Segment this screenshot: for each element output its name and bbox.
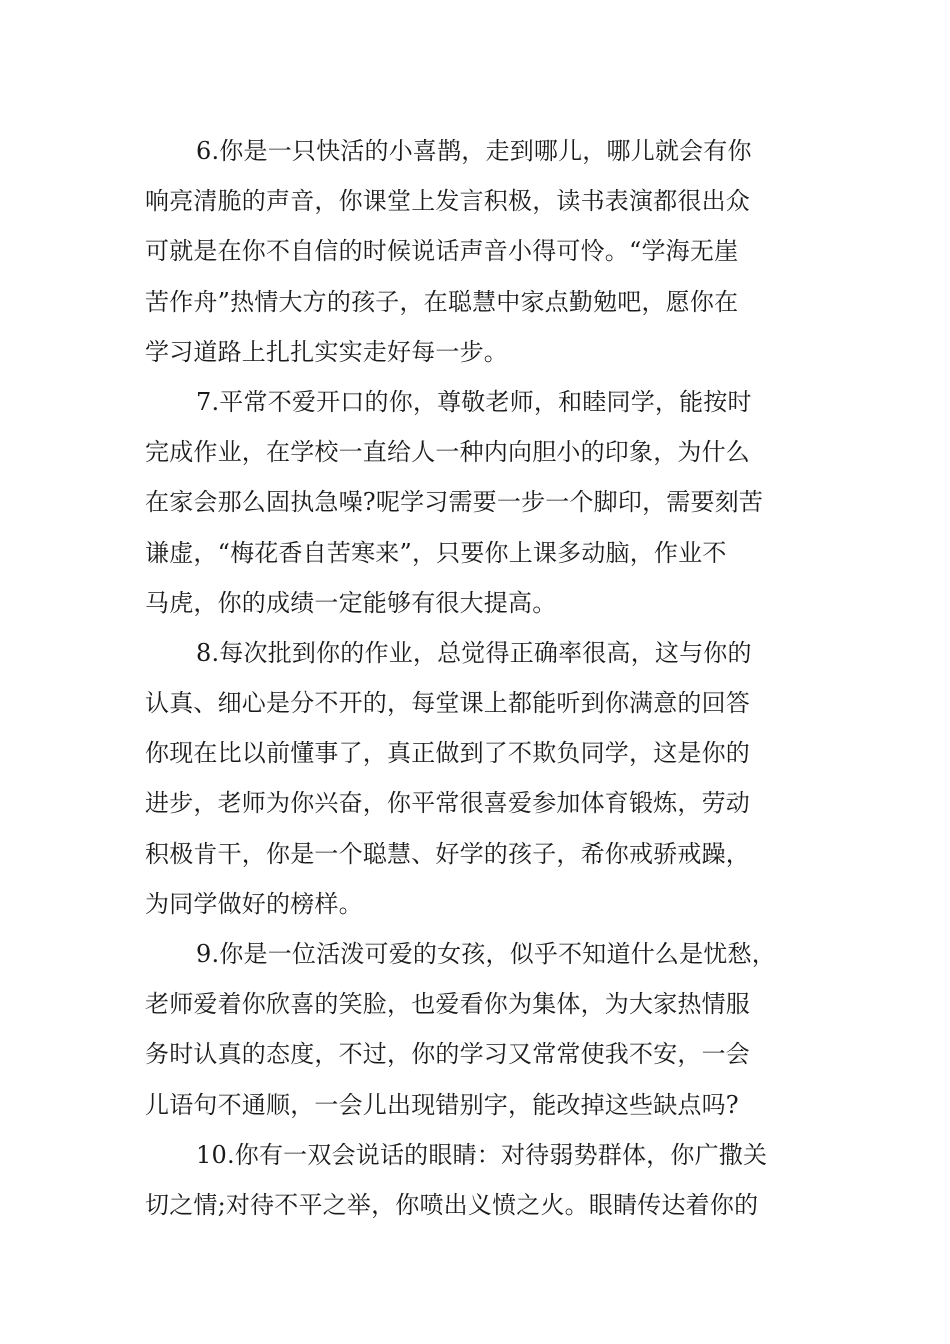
paragraph-8: [145, 628, 815, 929]
text-line: 进步，老师为你兴奋，你平常很喜爱参加体育锻炼，劳动: [145, 789, 750, 818]
document-body: [145, 126, 815, 1230]
paragraph-6: [145, 126, 815, 377]
text-line: 苦作舟”热情大方的孩子，在聪慧中家点勤勉吧，愿你在: [145, 287, 739, 316]
text-line: 为同学做好的榜样。: [145, 889, 363, 918]
text-line: 老师爱着你欣喜的笑脸，也爱看你为集体，为大家热情服: [145, 990, 750, 1019]
text-line: 认真、细心是分不开的，每堂课上都能听到你满意的回答: [145, 689, 750, 718]
text-line: 学习道路上扎扎实实走好每一步。: [145, 337, 508, 366]
text-line: 完成作业，在学校一直给人一种内向胆小的印象，为什么: [145, 438, 750, 467]
text-line: 响亮清脆的声音，你课堂上发言积极，读书表演都很出众: [145, 187, 750, 216]
text-line: 积极肯干，你是一个聪慧、好学的孩子，希你戒骄戒躁，: [145, 839, 750, 868]
text-line: 7.平常不爱开口的你，尊敬老师，和睦同学，能按时: [196, 387, 752, 416]
text-line: 9.你是一位活泼可爱的女孩，似乎不知道什么是忧愁，: [196, 940, 776, 968]
text-line: 马虎，你的成绩一定能够有很大提高。: [145, 588, 557, 617]
text-line: 你现在比以前懂事了，真正做到了不欺负同学，这是你的: [145, 739, 750, 768]
text-line: 切之情;对待不平之举，你喷出义愤之火。眼睛传达着你的: [145, 1190, 759, 1219]
paragraph-9: [145, 929, 815, 1130]
paragraph-7: [145, 377, 815, 628]
text-line: 儿语句不通顺，一会儿出现错别字，能改掉这些缺点吗?: [145, 1090, 739, 1119]
text-line: 6.你是一只快活的小喜鹊，走到哪儿，哪儿就会有你: [196, 137, 752, 165]
text-line: 10.你有一双会说话的眼睛：对待弱势群体，你广撒关: [196, 1140, 768, 1169]
text-line: 8.每次批到你的作业，总觉得正确率很高，这与你的: [196, 638, 752, 667]
text-line: 可就是在你不自信的时候说话声音小得可怜。“学海无崖: [145, 237, 739, 266]
paragraph-10: [145, 1130, 815, 1230]
text-line: 在家会那么固执急噪?呢学习需要一步一个脚印，需要刻苦: [145, 488, 764, 517]
text-line: 谦虚，“梅花香自苦寒来”，只要你上课多动脑，作业不: [145, 538, 727, 567]
text-line: 务时认真的态度，不过，你的学习又常常使我不安，一会: [145, 1040, 750, 1069]
